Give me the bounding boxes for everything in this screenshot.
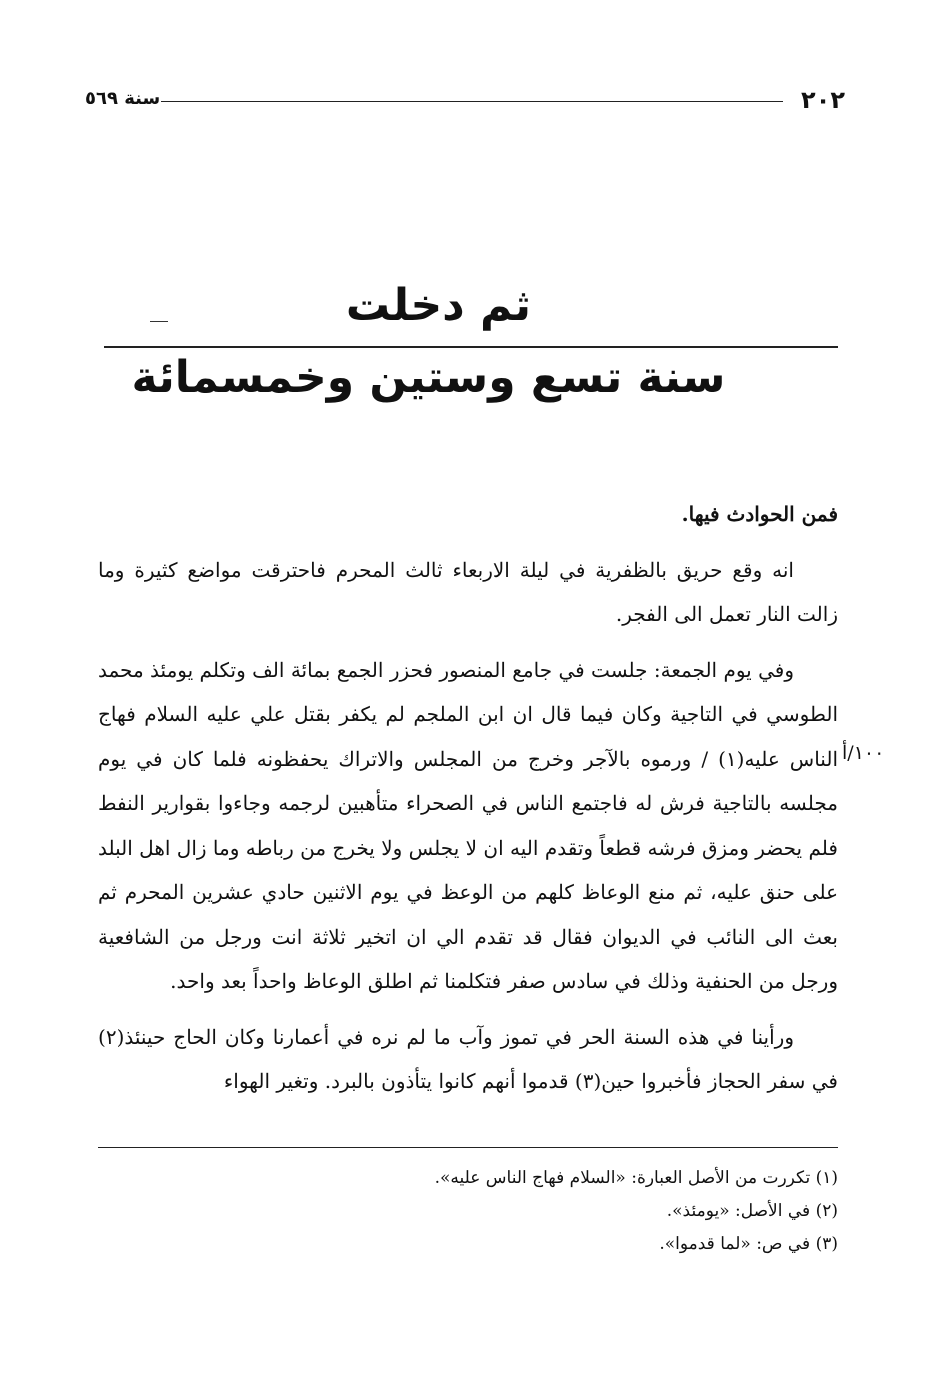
footnote: (٢) في الأصل: «يومئذ».: [666, 1201, 838, 1221]
chapter-title-line1: ثم دخلت: [345, 280, 532, 331]
paragraph: وفي يوم الجمعة: جلست في جامع المنصور فحزر الجمع بمائة الف وتكلم يومئذ محمد الطوسي في التاجية وكان فيما قال ان ابن الملجم لم يكفر بقتل علي عليه السلام فهاج الناس عليه(١) / ورموه بالآجر وخرج من المجلس والاتراك يحفظونه فلما كان في يوم مجلسه بالتاجية فرش له فاجتمع الناس في الصحراء متأهبين لرجمه وجاءوا بقوارير النفط فلم يحضر ومزق فرشه قطعاً وتقدم اليه ان لا يجلس ولا يخرج من رباطه وما زال اهل البلد على حنق عليه، ثم منع الوعاظ كلهم من الوعظ في يوم الاثنين حادي عشرين المحرم ثم بعث الى النائب في الديوان فقال قد تقدم الي ان اتخير ثلاثة انت ورجل من الشافعية ورجل من الحنفية وذلك في سادس صفر فتكلمنا ثم اطلق الوعاظ واحداً بعد واحد.: [98, 657, 838, 993]
margin-folio-note: ١٠٠/أ: [842, 742, 885, 764]
paragraph: انه وقع حريق بالظفرية في ليلة الاربعاء ثالث المحرم فاحترقت مواضع كثيرة وما زالت النار تعمل الى الفجر.: [98, 557, 838, 626]
page-number: ٢٠٢: [801, 86, 845, 114]
footnotes: [98, 1162, 838, 1261]
header-rule: [161, 101, 783, 102]
section-heading: فمن الحوادث فيها.: [681, 502, 838, 526]
title-dash: [150, 321, 168, 322]
chapter-title-line2: سنة تسع وستين وخمسمائة: [131, 352, 726, 403]
footnote-rule: [98, 1147, 838, 1148]
footnote: (٣) في ص: «لما قدموا».: [659, 1234, 838, 1254]
title-rule: [104, 346, 838, 348]
paragraph: ورأينا في هذه السنة الحر في تموز وآب ما لم نره في أعمارنا وكان الحاج حينئذ(٢) في سفر الحجاز فأخبروا حين(٣) قدموا أنهم كانوا يتأذون بالبرد. وتغير الهواء: [98, 1024, 838, 1093]
running-head: سنة ٥٦٩: [85, 88, 161, 109]
page-header: [85, 86, 845, 116]
body-text: [98, 492, 838, 1104]
footnote: (١) تكررت من الأصل العبارة: «السلام فهاج الناس عليه».: [434, 1168, 838, 1188]
